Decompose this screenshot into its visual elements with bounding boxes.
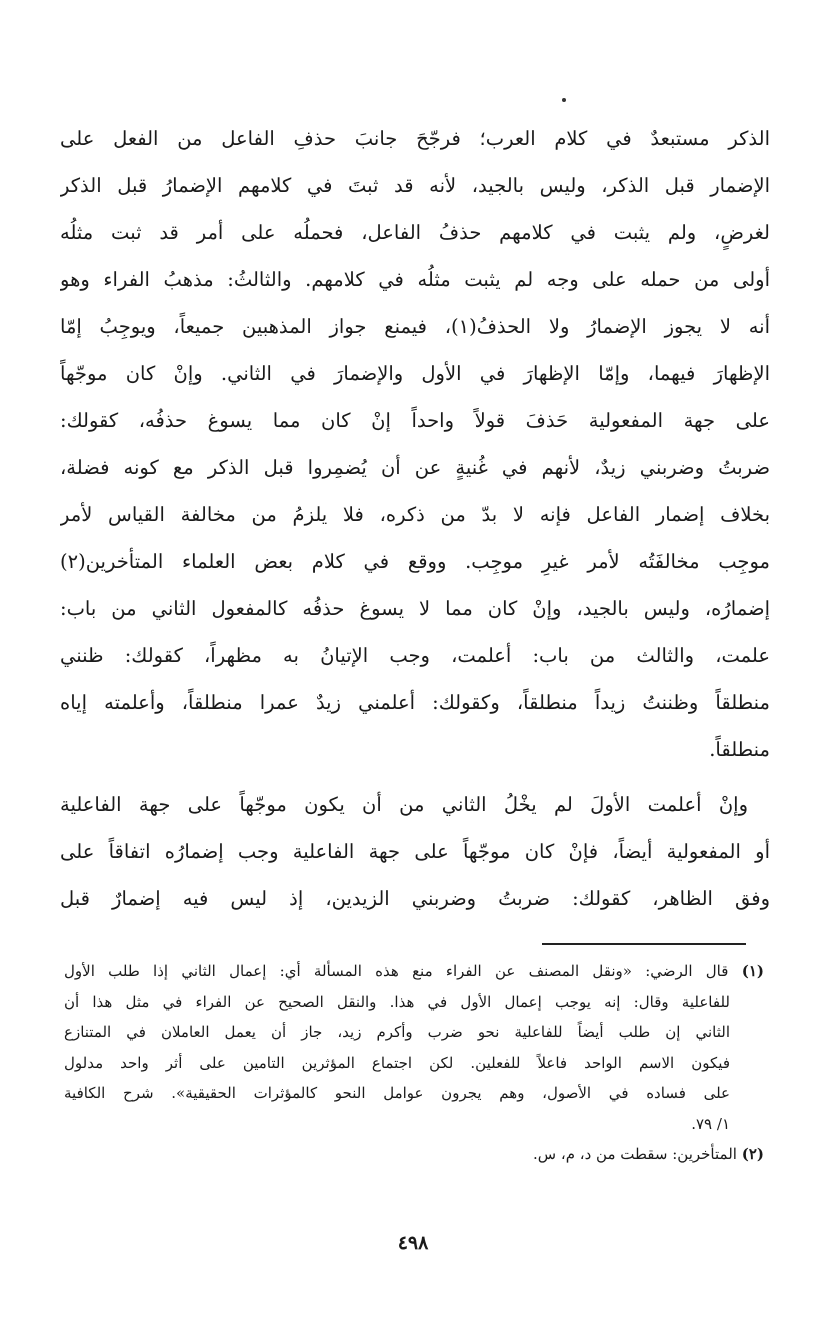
footnote-line: على فساده في الأصول، وهم يجرون عوامل النحو كالمؤثرات الحقيقية». شرح الكافية [64,1084,730,1102]
paragraph-gap [60,773,770,781]
ink-dot [562,98,566,102]
footnote-text: قال الرضي: «ونقل المصنف عن الفراء منع هذه المسألة أي: إعمال الثاني إذا طلب الأول [64,962,729,980]
text-line: منطلقاً وظننتُ زيداً منطلقاً، وكقولك: أعلمني زيدٌ عمرا منطلقاً، وأعلمته إياه [60,691,770,714]
footnote-separator [542,943,746,945]
text-line: منطلقاً. [709,738,770,761]
text-line: الإظهارَ فيهما، وإمّا الإظهارَ في الأول والإضمارَ في الثاني. وإنْ كان موجّهاً [60,362,770,385]
text-line: ضربتُ وضربني زيدٌ، لأنهم في غُنيةٍ عن أن يُضمِروا قبل الذكر مع كونه فضلة، [60,456,770,479]
text-line: لغرضٍ، ولم يثبت في كلامهم حذفُ الفاعل، فحملُه على أمر قد ثبت مثلُه [60,221,770,244]
text-line: على جهة المفعولية حَذفَ قولاً واحداً إنْ كان مما يسوغ حذفُه، كقولك: [60,409,770,432]
text-line: أو المفعولية أيضاً، فإنْ كان موجّهاً على جهة الفاعلية وجب إضمارُه اتفاقاً على [60,840,770,863]
text-line: الذكر مستبعدٌ في كلام العرب؛ فرجّحَ جانبَ حذفِ الفاعل من الفعل على [60,127,770,150]
text-line: أولى من حمله على وجه لم يثبت مثلُه في كلامهم. والثالثُ: مذهبُ الفراء وهو [60,268,770,291]
footnote-line: للفاعلية وقال: إنه يوجب إعمال الأول في هذا. والنقل الصحيح عن الفراء في مثل هذا أن [64,992,730,1011]
main-text [60,115,770,922]
footnote-text: المتأخرين: سقطت من د، م، س. [533,1145,737,1163]
footnote-line: الثاني إن طلب أيضاً للفاعلية نحو ضرب وأكرم زيد، جاز أن يعمل العاملان في المتنازع [64,1023,730,1041]
text-line: إضمارُه، وليس بالجيد، وإنْ كان مما لا يسوغ حذفُه كالمفعول الثاني من باب: [60,597,770,620]
footnote-1-first-line [64,956,764,987]
footnote-2-line [64,1139,764,1170]
text-line: وفق الظاهر، كقولك: ضربتُ وضربني الزيدين، إذ ليس فيه إضمارٌ قبل [60,887,770,910]
footnotes [64,956,764,1170]
footnote-line: فيكون الاسم الواحد فاعلاً للفعلين. لكن اجتماع المؤثرين التامين على أثر واحد مدلول [64,1053,730,1072]
page-number: ٤٩٨ [397,1232,429,1254]
text-line: الإضمار قبل الذكر، وليس بالجيد، لأنه قد ثبتَ في كلامهم الإضمارُ قبل الذكر [60,174,770,197]
text-line: بخلاف إضمار الفاعل فإنه لا بدّ من ذكره، فلا يلزمُ من مخالفة القياس لأمر [60,503,770,526]
text-line: وإنْ أعلمت الأولَ لم يخْلُ الثاني من أن يكون موجّهاً على جهة الفاعلية [60,793,748,816]
footnote-line: ١/ ٧٩. [691,1114,730,1133]
footnote-number: (١) [741,962,764,980]
text-line: أنه لا يجوز الإضمارُ ولا الحذفُ(١)، فيمنع جواز المذهبين جميعاً، ويوجِبُ إمّا [60,315,770,338]
text-line: علمت، والثالث من باب: أعلمت، وجب الإتيانُ به مظهراً، كقولك: ظنني [60,644,770,667]
footnote-number: (٢) [741,1145,764,1163]
text-line: موجِب مخالفَتُه لأمر غيرِ موجِب. ووقع في كلام بعض العلماء المتأخرين(٢) [60,550,770,573]
